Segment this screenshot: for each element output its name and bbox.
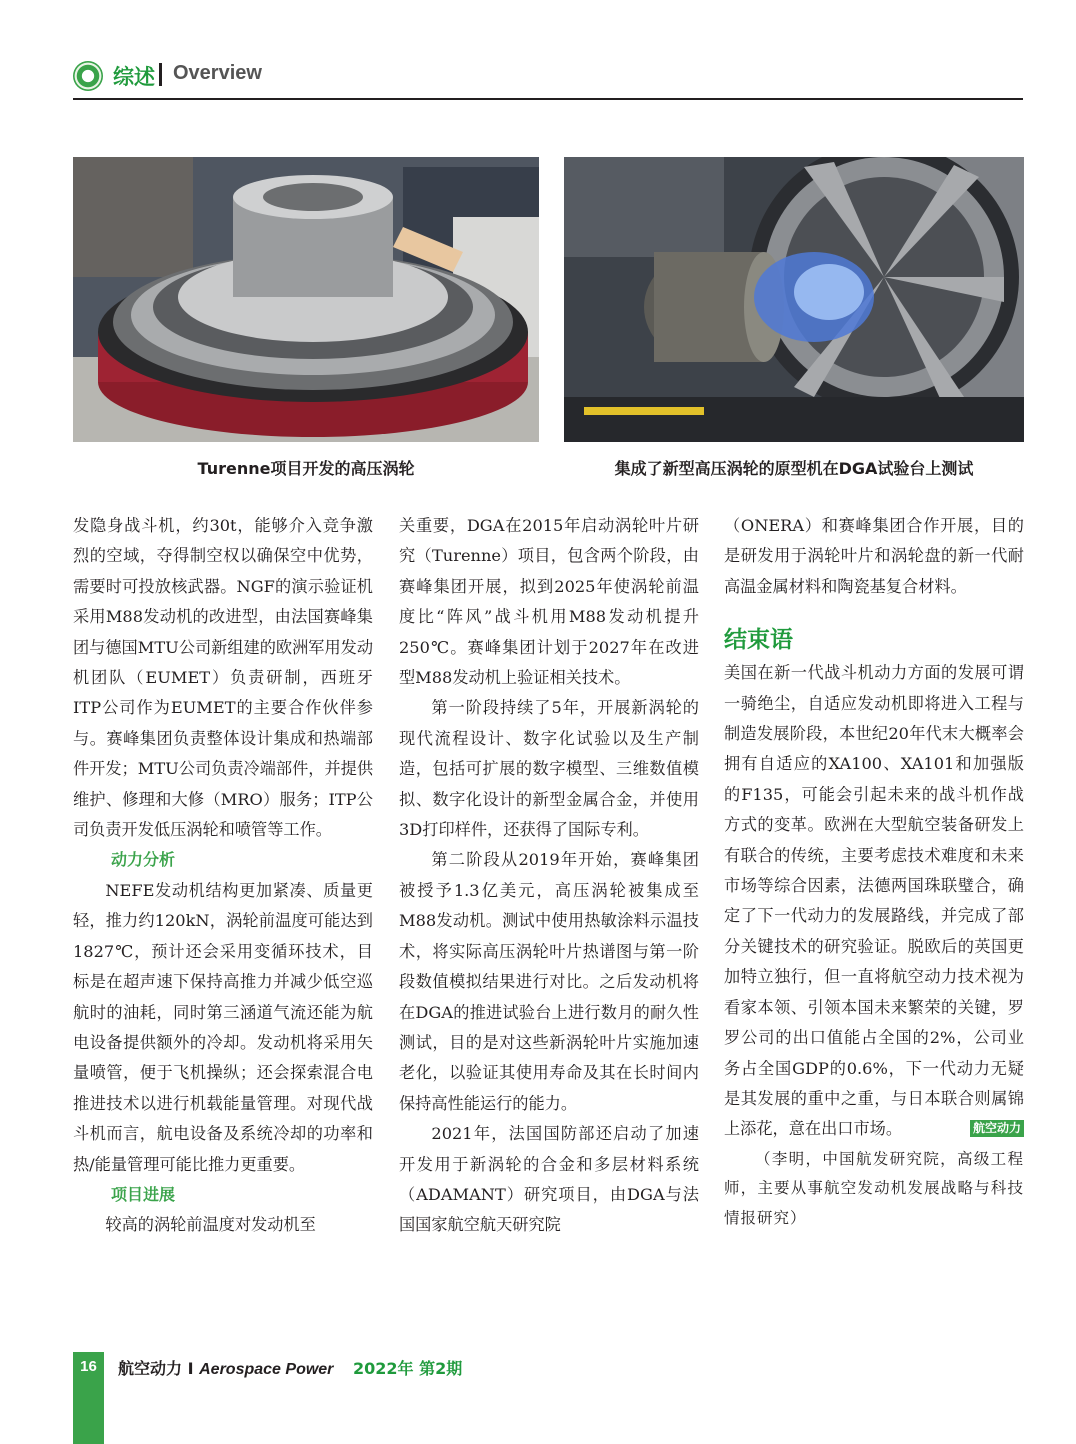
text-column-2 bbox=[399, 511, 699, 1241]
end-mark-badge: 航空动力 bbox=[970, 1120, 1024, 1137]
subheading-project-progress: 项目进展 bbox=[111, 1184, 176, 1204]
turbine-photo bbox=[73, 157, 539, 442]
text-column-1 bbox=[73, 511, 373, 1241]
author-note: （李明，中国航发研究院，高级工程师，主要从事航空发动机发展战略与科技情报研究） bbox=[724, 1149, 1024, 1227]
paragraph: 关重要，DGA在2015年启动涡轮叶片研究（Turenne）项目，包含两个阶段，由赛峰集团开展，拟到2025年使涡轮前温度比“阵风”战斗机用M88发动机提升250℃。赛峰集团计划于2027年在改进型M88发动机上验证相关技术。 bbox=[399, 516, 699, 688]
journal-separator: I bbox=[187, 1359, 194, 1378]
paragraph: （ONERA）和赛峰集团合作开展，目的是研发用于涡轮叶片和涡轮盘的新一代耐高温金属材料和陶瓷基复合材料。 bbox=[724, 516, 1024, 596]
paragraph: 2021年，法国国防部还启动了加速开发用于新涡轮的合金和多层材料系统（ADAMANT）研究项目，由DGA与法国国家航空航天研究院 bbox=[399, 1124, 699, 1235]
section-title-en: Overview bbox=[173, 62, 262, 84]
paragraph: 第二阶段从2019年开始，赛峰集团被授予1.3亿美元，高压涡轮被集成至M88发动机。测试中使用热敏涂料示温技术，将实际高压涡轮叶片热谱图与第一阶段数值模拟结果进行对比。之后发动机将在DGA的推进试验台上进行数月的耐久性测试，目的是对这些新涡轮叶片实施加速老化，以验证其使用寿命及其在长时间内保持高性能运行的能力。 bbox=[399, 850, 699, 1113]
section-logo-icon bbox=[73, 61, 103, 91]
journal-issue: 2022年 第2期 bbox=[352, 1359, 463, 1378]
footer-journal bbox=[118, 1356, 462, 1379]
heading-conclusion: 结束语 bbox=[724, 627, 793, 654]
journal-title-en: Aerospace Power bbox=[199, 1361, 334, 1378]
paragraph bbox=[724, 658, 1024, 1145]
page-number: 16 bbox=[80, 1358, 97, 1375]
section-title-zh: 综述 bbox=[113, 65, 155, 89]
text-column-3 bbox=[724, 511, 1024, 1233]
subheading-power-analysis: 动力分析 bbox=[111, 850, 176, 870]
figure-caption-1: Turenne项目开发的高压涡轮 bbox=[197, 459, 415, 478]
figure-caption-2: 集成了新型高压涡轮的原型机在DGA试验台上测试 bbox=[614, 459, 974, 478]
header-divider bbox=[159, 63, 162, 86]
header-rule bbox=[73, 98, 1023, 100]
paragraph: 第一阶段持续了5年，开展新涡轮的现代流程设计、数字化试验以及生产制造，包括可扩展的数字模型、三维数值模拟、数字化设计的新型金属合金，并使用3D打印样件，还获得了国际专利。 bbox=[399, 698, 699, 840]
paragraph: 发隐身战斗机，约30t，能够介入竞争激烈的空域，夺得制空权以确保空中优势，需要时可投放核武器。NGF的演示验证机采用M88发动机的改进型，由法国赛峰集团与德国MTU公司新组建的欧洲军用发动机团队（EUMET）负责研制，西班牙ITP公司作为EUMET的主要合作伙伴参与。赛峰集团负责整体设计集成和热端部件开发；MTU公司负责冷端部件，并提供维护、修理和大修（MRO）服务；ITP公司负责开发低压涡轮和喷管等工作。 bbox=[73, 516, 374, 840]
test-bench-photo bbox=[564, 157, 1024, 442]
journal-title-zh: 航空动力 bbox=[118, 1359, 183, 1378]
turbine-illustration bbox=[73, 157, 539, 442]
engine-test-illustration bbox=[564, 157, 1024, 442]
page-header bbox=[73, 58, 1023, 100]
paragraph: NEFE发动机结构更加紧凑、质量更轻，推力约120kN，涡轮前温度可能达到1827℃，预计还会采用变循环技术，目标是在超声速下保持高推力并减少低空巡航时的油耗，同时第三涵道气流还能为航电设备提供额外的冷却。发动机将采用矢量喷管，便于飞机操纵；还会探索混合电推进技术以进行机载能量管理。对现代战斗机而言，航电设备及系统冷却的功率和热/能量管理可能比推力更重要。 bbox=[73, 880, 373, 1174]
paragraph: 较高的涡轮前温度对发动机至 bbox=[105, 1215, 316, 1235]
paragraph-text: 美国在新一代战斗机动力方面的发展可谓一骑绝尘，自适应发动机即将进入工程与制造发展阶段，本世纪20年代末大概率会拥有自适应的XA100、XA101和加强版的F135，可能会引起未来的战斗机作战方式的变革。欧洲在大型航空装备研发上有联合的传统，主要考虑技术难度和未来市场等综合因素，法德两国珠联璧合，确定了下一代动力的发展路线，并完成了部分关键技术的研究验证。脱欧后的英国更加特立独行，但一直将航空动力技术视为看家本领、引领本国未来繁荣的关键，罗罗公司的出口值能占全国的2%，公司业务占全国GDP的0.6%，下一代动力无疑是其发展的重中之重，与日本联合则属锦上添花，意在出口市场。 bbox=[724, 663, 1024, 1139]
